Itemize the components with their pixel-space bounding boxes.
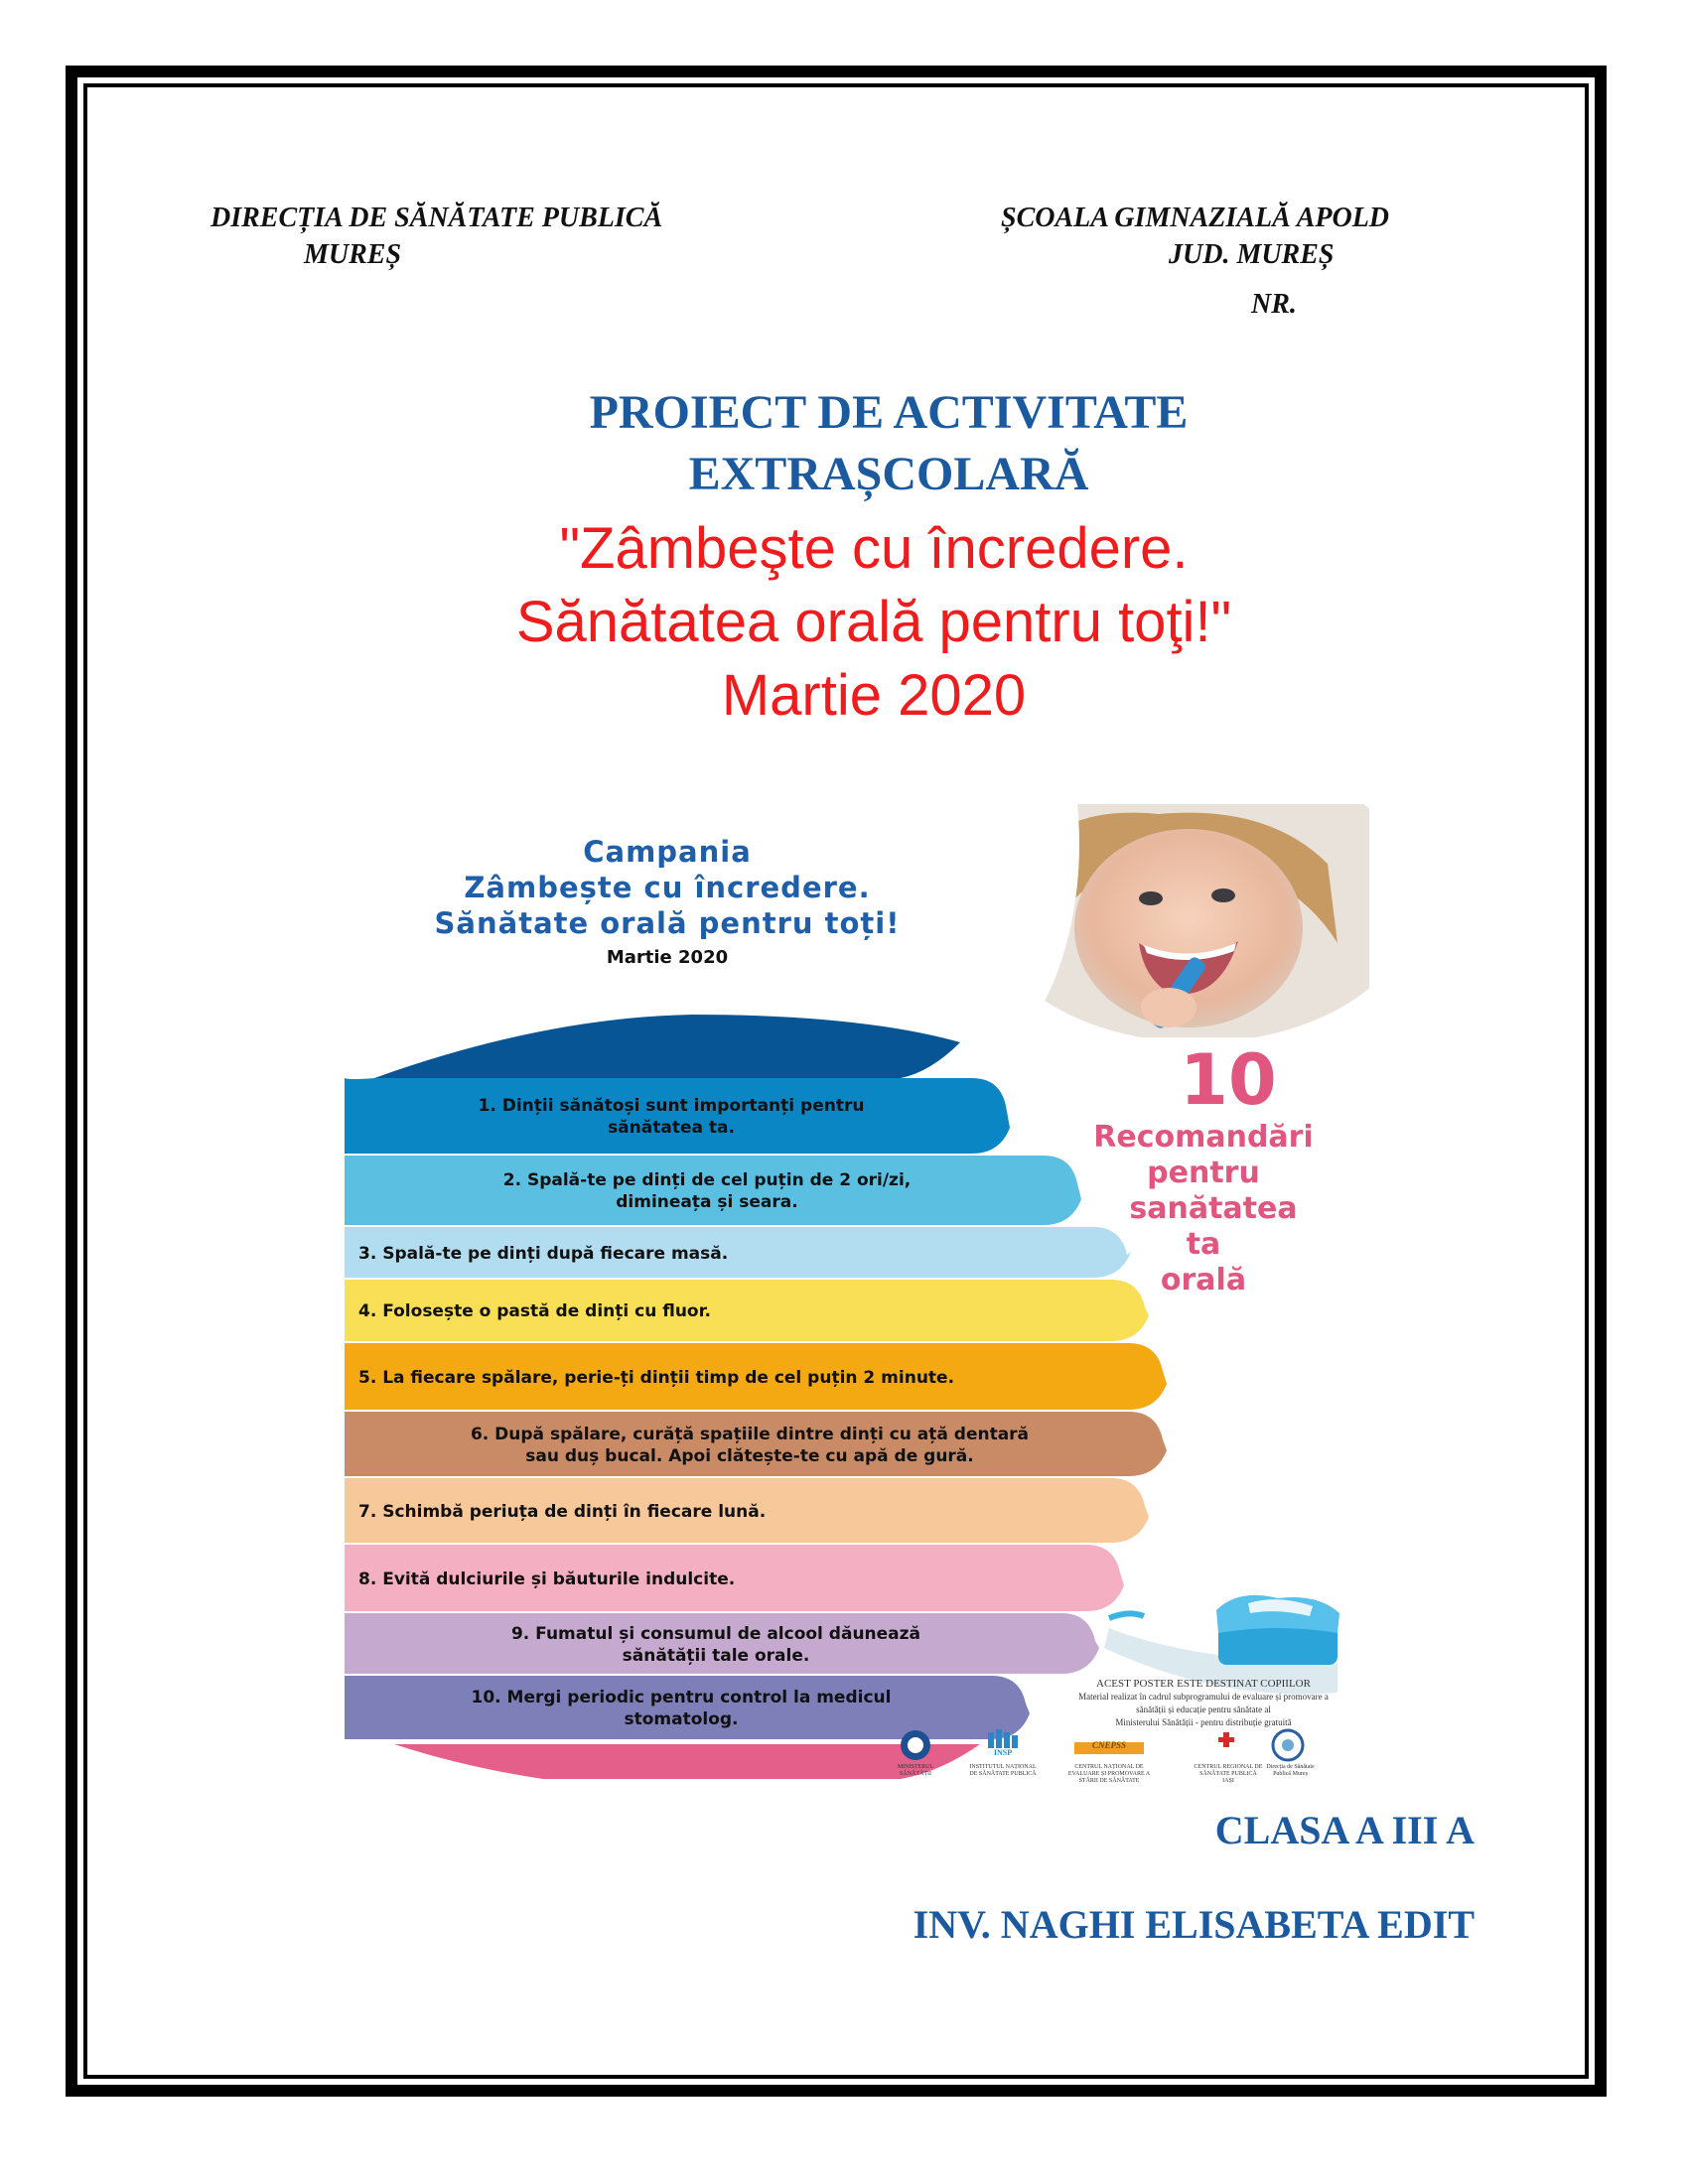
side-title-line4: ta [1186, 1227, 1221, 1262]
header-right-line2: JUD. MUREȘ [1169, 239, 1335, 270]
recommendation-6 [358, 1424, 1141, 1467]
recommendation-8 [358, 1569, 1098, 1590]
child-hand [1141, 988, 1196, 1027]
campaign-title-line1: Campania [583, 835, 752, 869]
recommendation-10-line-1: 10. Mergi periodic pentru control la medicul [471, 1688, 892, 1707]
recommendation-9 [358, 1623, 1073, 1667]
recommendation-5-line-1: 5. La fiecare spălare, perie-ți dinții timp de cel puțin 2 minute. [358, 1367, 955, 1388]
header-left-line2: MUREȘ [304, 239, 402, 270]
logo-label-dsp: Direcția de Sănătate Publică Mureș [1266, 1764, 1315, 1777]
side-title-line1: Recomandări [1093, 1120, 1314, 1155]
recommendation-5 [358, 1367, 1141, 1389]
side-title-line2: pentru [1147, 1156, 1260, 1190]
recommendation-7 [358, 1501, 1123, 1523]
recommendation-1 [358, 1095, 984, 1139]
header-left-line1: DIRECȚIA DE SĂNĂTATE PUBLICĂ [211, 203, 663, 233]
big-number-10: 10 [1180, 1039, 1277, 1121]
recommendation-1-line-1: 1. Dinții sănătoși sunt importanți pentru [478, 1096, 865, 1116]
recommendation-2-line-2: dimineața și seara. [616, 1192, 798, 1212]
side-title-line3: sanătatea [1129, 1191, 1298, 1226]
logo-label-insp: INSTITUTUL NAȚIONAL DE SĂNĂTATE PUBLICĂ [969, 1764, 1037, 1777]
campaign-title-line2: Zâmbește cu încredere. [464, 871, 871, 904]
child-eye-left [1139, 891, 1163, 905]
recommendation-10-line-2: stomatolog. [624, 1709, 739, 1729]
recommendation-4 [358, 1300, 1123, 1322]
recommendation-3 [358, 1243, 1105, 1265]
header-right-line3: NR. [1251, 289, 1297, 320]
campaign-poster [345, 804, 1369, 1782]
logo-label-ministry: MINISTERUL SĂNĂTĂȚII [897, 1764, 934, 1777]
side-title-line5: orală [1160, 1263, 1247, 1297]
title-line1: PROIECT DE ACTIVITATE [589, 386, 1189, 439]
recommendation-2-line-1: 2. Spală-te pe dinți de cel puțin de 2 ori/zi, [502, 1170, 912, 1190]
recommendation-7-line-1: 7. Schimbă periuța de dinți în fiecare lună. [358, 1501, 767, 1522]
recommendation-6-line-1: 6. După spălare, curăță spațiile dintre dinți cu ață dentară [470, 1424, 1030, 1444]
logo-mark-insp: INSP [993, 1748, 1013, 1757]
disclaimer-line4: Ministerului Sănătății - pentru distribuție gratuită [1115, 1717, 1292, 1727]
disclaimer-line1: ACEST POSTER ESTE DESTINAT COPIILOR [1096, 1678, 1311, 1690]
campaign-date: Martie 2020 [606, 947, 729, 968]
disclaimer-line3: sănătății și educație pentru sănătate al [1136, 1705, 1271, 1714]
header-right-line1: ȘCOALA GIMNAZIALĂ APOLD [1001, 203, 1390, 233]
logo-mark-cnepss: CNEPSS [1091, 1740, 1126, 1750]
recommendation-10 [358, 1687, 1004, 1730]
subtitle-line2: Sănătatea orală pentru toţi!" [515, 590, 1232, 654]
recommendation-2 [358, 1169, 1055, 1213]
child-eye-right [1211, 888, 1235, 902]
recommendation-1-line-2: sănătatea ta. [608, 1118, 735, 1138]
recommendation-6-line-2: sau duș bucal. Apoi clătește-te cu apă de gură. [525, 1445, 974, 1466]
class-label: CLASA A III A [1214, 1808, 1475, 1852]
subtitle-line3: Martie 2020 [721, 663, 1027, 728]
logo-label-crsp: CENTRUL REGIONAL DE SĂNĂTATE PUBLICĂ IAȘI [1194, 1764, 1263, 1784]
teacher-label: INV. NAGHI ELISABETA EDIT [913, 1902, 1475, 1947]
logo-label-cnepss: CENTRUL NAȚIONAL DE EVALUARE ȘI PROMOVARE A STĂRII DE SĂNĂTATE [1067, 1764, 1151, 1784]
recommendation-9-line-1: 9. Fumatul și consumul de alcool dăunează [510, 1623, 921, 1644]
recommendation-4-line-1: 4. Folosește o pastă de dinți cu fluor. [358, 1301, 712, 1321]
recommendation-8-line-1: 8. Evită dulciurile și băuturile indulcite. [358, 1569, 736, 1589]
disclaimer-line2: Material realizat în cadrul subprogramului de evaluare și promovare a [1078, 1692, 1329, 1702]
poster-disclaimer [1040, 1678, 1367, 1729]
recommendation-9-line-2: sănătății tale orale. [622, 1645, 810, 1666]
red-cross-icon [1218, 1732, 1234, 1747]
toothbrush-neck [1109, 1613, 1144, 1618]
recommendation-3-line-1: 3. Spală-te pe dinți după fiecare masă. [358, 1243, 729, 1264]
campaign-title-line3: Sănătate orală pentru toți! [434, 906, 901, 940]
subtitle-line1: "Zâmbeşte cu încredere. [559, 516, 1189, 581]
title-line2: EXTRAȘCOLARĂ [688, 448, 1089, 500]
